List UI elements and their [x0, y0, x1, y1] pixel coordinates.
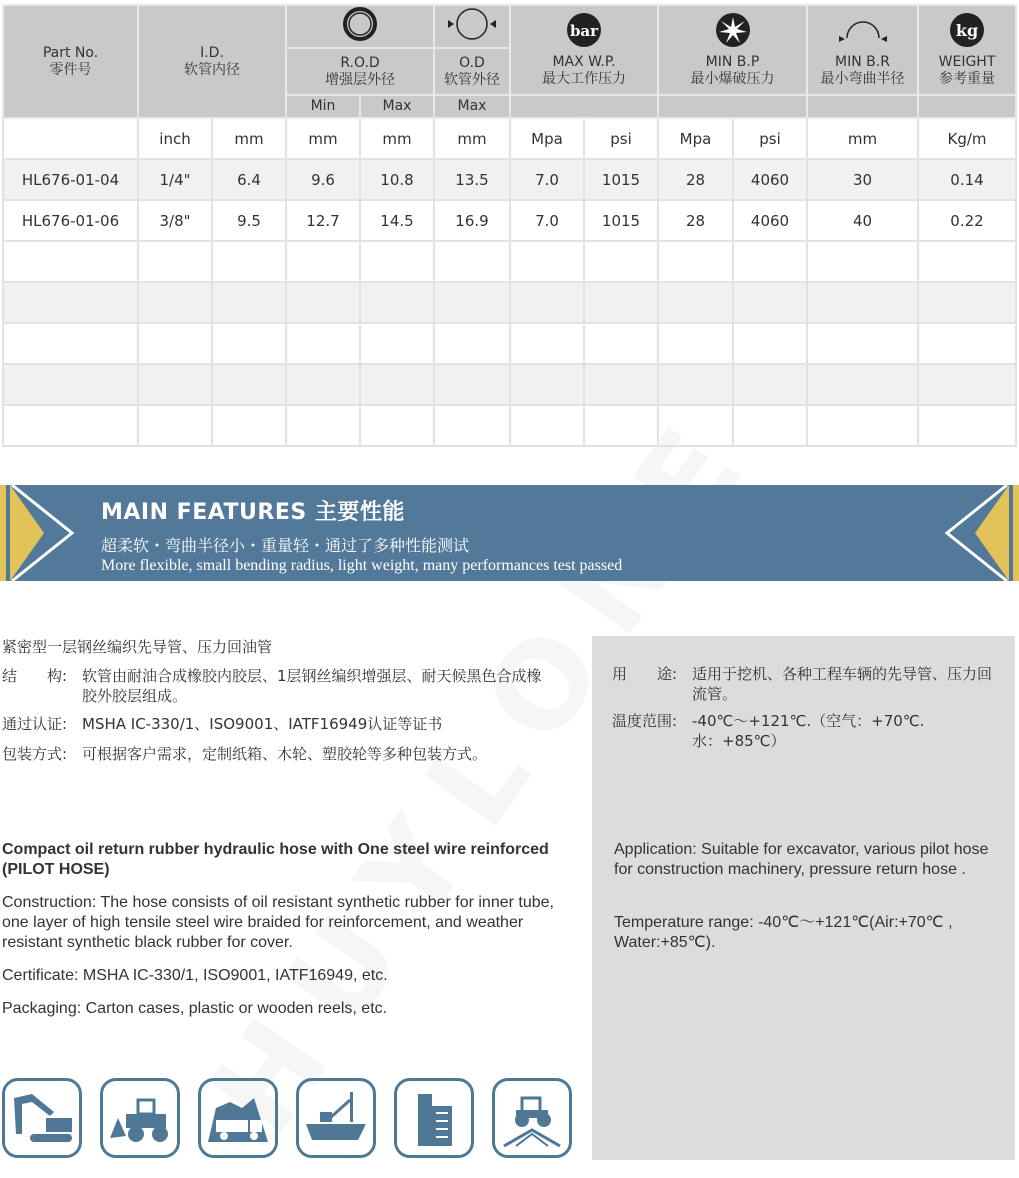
empty-cell: [510, 282, 584, 323]
empty-cell: [733, 282, 807, 323]
empty-cell: [138, 405, 212, 446]
main-features-banner: [0, 485, 1019, 581]
ship-icon: [296, 1078, 376, 1158]
table-cell: 28: [658, 200, 733, 241]
unit-cell: Kg/m: [918, 118, 1016, 159]
agriculture-tractor-icon: [492, 1078, 572, 1158]
unit-cell: Mpa: [658, 118, 733, 159]
header-part-no: Part No. 零件号: [3, 5, 138, 118]
table-cell: HL676-01-06: [3, 200, 138, 241]
unit-cell: mm: [434, 118, 510, 159]
empty-cell: [658, 405, 733, 446]
table-cell: 14.5: [360, 200, 434, 241]
excavator-icon: [2, 1078, 82, 1158]
left-chevron-decoration: [0, 485, 80, 581]
empty-cell: [360, 282, 434, 323]
empty-cell: [658, 241, 733, 282]
en-title: Compact oil return rubber hydraulic hose with One steel wire reinforced (PILOT HOSE): [2, 841, 549, 878]
empty-cell: [807, 241, 918, 282]
en-temperature: Temperature range: -40℃～+121℃(Air:+70℃ , Water:+85℃).: [614, 914, 953, 951]
empty-cell: [286, 282, 360, 323]
empty-cell: [584, 323, 658, 364]
spec-table: Part No. 零件号 I.D. 软管内径 bar MAX W.P. 最大工作压力 MIN B.P 最小爆破压力 MIN B.R 最小弯曲半径 kg WEIGHT 参考重量 R.O.D 增强层外径 O.D 软管外径 Min Max Max inch mm mm mm mm Mpa psi Mpa psi mm Kg/m HL676-01-04 1/4" 6.4 9.6 10.8 13.5 7.0 1015 28 4060 30 0.14 HL676-01-06 3/8" 9.5 12.7 14.5 16.9 7.0 1015 28 4060 40 0.22: [2, 4, 1017, 447]
table-cell: 9.5: [212, 200, 286, 241]
empty-cell: [212, 282, 286, 323]
empty-cell: [434, 364, 510, 405]
svg-text:kg: kg: [955, 21, 979, 40]
empty-cell: [918, 405, 1016, 446]
empty-cell: [360, 241, 434, 282]
empty-cell: [212, 364, 286, 405]
empty-cell: [584, 364, 658, 405]
empty-cell: [807, 282, 918, 323]
empty-cell: [807, 364, 918, 405]
table-cell: 13.5: [434, 159, 510, 200]
unit-cell: Mpa: [510, 118, 584, 159]
unit-cell: mm: [360, 118, 434, 159]
empty-cell: [3, 241, 138, 282]
table-cell: 4060: [733, 200, 807, 241]
table-cell: 6.4: [212, 159, 286, 200]
en-certificate: Certificate: MSHA IC-330/1, ISO9001, IATF16949, etc.: [2, 967, 388, 984]
empty-row: [3, 364, 1016, 405]
table-cell: 7.0: [510, 159, 584, 200]
empty-cell: [138, 241, 212, 282]
empty-cell: [360, 323, 434, 364]
empty-row: [3, 323, 1016, 364]
wheel-loader-icon: [100, 1078, 180, 1158]
header-rod: R.O.D 增强层外径: [286, 48, 434, 95]
header-od: O.D 软管外径: [434, 48, 510, 95]
cn-packaging: 包装方式: 可根据客户需求，定制纸箱、木轮、塑胶轮等多种包装方式。: [2, 745, 488, 763]
empty-cell: [510, 323, 584, 364]
unit-cell: psi: [584, 118, 658, 159]
cn-temperature: 温度范围: -40℃～+121℃.（空气：+70℃.水：+85℃）: [612, 712, 925, 750]
empty-cell: [434, 405, 510, 446]
table-cell: 16.9: [434, 200, 510, 241]
header-od-max: Max: [434, 95, 510, 118]
cn-certificate: 通过认证: MSHA IC-330/1、ISO9001、IATF16949认证等证书: [2, 715, 443, 733]
table-cell: 30: [807, 159, 918, 200]
header-id: I.D. 软管内径: [138, 5, 286, 118]
empty-cell: [212, 241, 286, 282]
empty-cell: [733, 241, 807, 282]
en-construction: Construction: The hose consists of oil resistant synthetic rubber for inner tube, one layer of high tensile steel wire braided for reinforcement, and weather resistant synthetic black rubber for cover.: [2, 894, 554, 951]
table-cell: HL676-01-04: [3, 159, 138, 200]
empty-cell: [918, 323, 1016, 364]
empty-cell: [3, 364, 138, 405]
empty-cell: [3, 405, 138, 446]
empty-cell: [510, 405, 584, 446]
empty-cell: [286, 364, 360, 405]
table-row: [3, 159, 1016, 200]
empty-cell: [807, 405, 918, 446]
right-chevron-decoration: [939, 485, 1019, 581]
table-cell: 0.22: [918, 200, 1016, 241]
unit-cell: inch: [138, 118, 212, 159]
empty-cell: [286, 241, 360, 282]
table-cell: 10.8: [360, 159, 434, 200]
table-cell: 4060: [733, 159, 807, 200]
empty-cell: [918, 282, 1016, 323]
empty-cell: [212, 405, 286, 446]
unit-cell: [3, 118, 138, 159]
empty-cell: [733, 323, 807, 364]
table-cell: 7.0: [510, 200, 584, 241]
empty-row: [3, 405, 1016, 446]
empty-cell: [138, 282, 212, 323]
cn-application: 用 途: 适用于挖机、各种工程车辆的先导管、压力回流管。: [612, 665, 993, 703]
banner-subtitle-en: More flexible, small bending radius, light weight, many performances test passed: [101, 557, 623, 574]
empty-cell: [286, 323, 360, 364]
empty-cell: [733, 364, 807, 405]
empty-cell: [733, 405, 807, 446]
unit-cell: psi: [733, 118, 807, 159]
empty-cell: [584, 241, 658, 282]
empty-row: [3, 282, 1016, 323]
unit-cell: mm: [807, 118, 918, 159]
empty-cell: [584, 282, 658, 323]
empty-cell: [360, 405, 434, 446]
bar-pressure-icon: [566, 12, 602, 48]
header-rod-max: Max: [360, 95, 434, 118]
empty-cell: [138, 323, 212, 364]
empty-cell: [360, 364, 434, 405]
en-packaging: Packaging: Carton cases, plastic or wooden reels, etc.: [2, 1000, 388, 1017]
kg-weight-icon: [949, 12, 985, 48]
reinforcement-ring-icon: [342, 6, 378, 42]
table-cell: 1015: [584, 159, 658, 200]
svg-text:bar: bar: [569, 22, 599, 40]
table-cell: 1015: [584, 200, 658, 241]
empty-row: [3, 241, 1016, 282]
table-cell: 12.7: [286, 200, 360, 241]
banner-title: MAIN FEATURES 主要性能: [101, 500, 405, 525]
empty-cell: [286, 405, 360, 446]
empty-cell: [510, 241, 584, 282]
table-row: [3, 200, 1016, 241]
empty-cell: [434, 323, 510, 364]
application-icons: [2, 1078, 572, 1158]
mining-truck-icon: [198, 1078, 278, 1158]
cn-title: 紧密型一层钢丝编织先导管、压力回油管: [2, 638, 273, 656]
banner-subtitle-cn: 超柔软・弯曲半径小・重量轻・通过了多种性能测试: [101, 536, 470, 555]
header-rod-min: Min: [286, 95, 360, 118]
empty-cell: [138, 364, 212, 405]
building-icon: [394, 1078, 474, 1158]
empty-cell: [212, 323, 286, 364]
en-application: Application: Suitable for excavator, various pilot hose for construction machinery, pressure return hose .: [614, 841, 989, 878]
table-cell: 0.14: [918, 159, 1016, 200]
unit-cell: mm: [212, 118, 286, 159]
empty-cell: [807, 323, 918, 364]
table-cell: 1/4": [138, 159, 212, 200]
empty-cell: [918, 364, 1016, 405]
empty-cell: [918, 241, 1016, 282]
table-cell: 9.6: [286, 159, 360, 200]
empty-cell: [658, 323, 733, 364]
unit-cell: mm: [286, 118, 360, 159]
cn-construction: 结 构: 软管由耐油合成橡胶内胶层、1层钢丝编织增强层、耐天候黑色合成橡胶外胶层组成。: [2, 667, 542, 705]
empty-cell: [658, 282, 733, 323]
empty-cell: [3, 282, 138, 323]
empty-cell: [584, 405, 658, 446]
burst-icon: [715, 12, 751, 48]
bend-radius-icon: [833, 12, 893, 48]
table-cell: 28: [658, 159, 733, 200]
table-cell: 3/8": [138, 200, 212, 241]
empty-cell: [434, 282, 510, 323]
empty-cell: [510, 364, 584, 405]
outer-diameter-icon: [442, 6, 502, 42]
units-row: [3, 118, 1016, 159]
empty-cell: [434, 241, 510, 282]
table-cell: 40: [807, 200, 918, 241]
empty-cell: [3, 323, 138, 364]
empty-cell: [658, 364, 733, 405]
